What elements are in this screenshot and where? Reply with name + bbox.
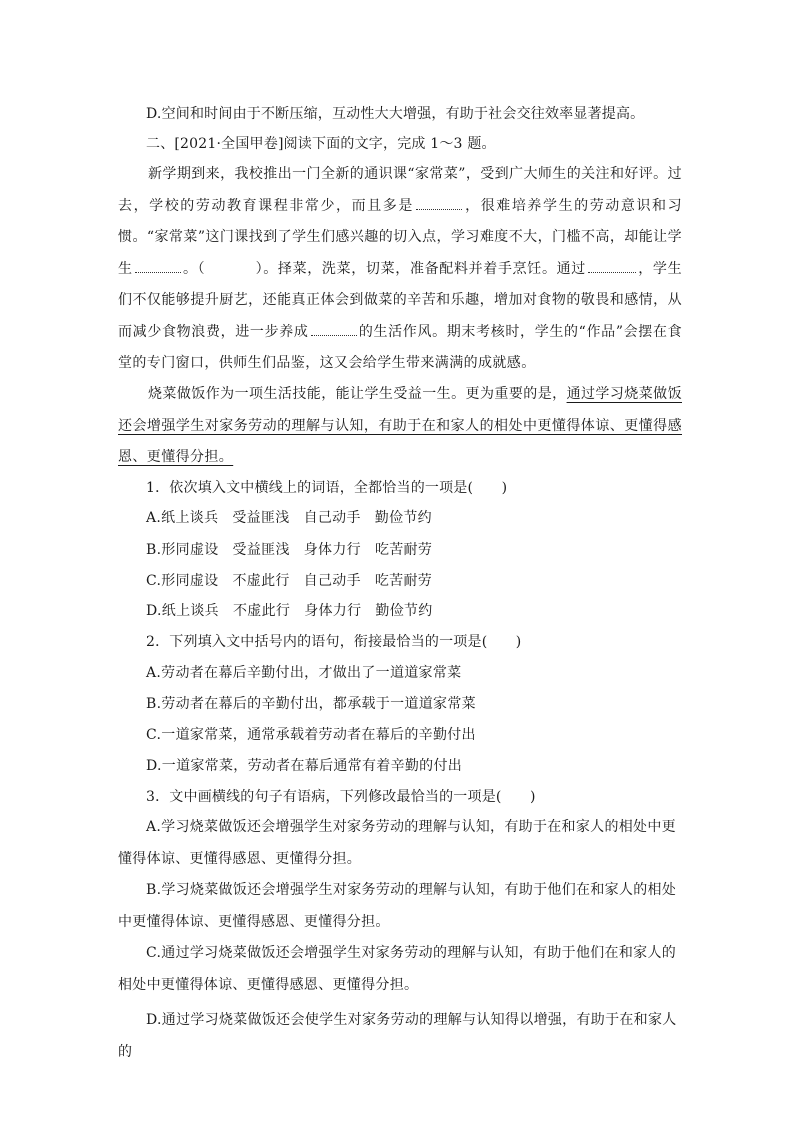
option-word: 不虚此行 [232,573,290,589]
option-word: 身体力行 [303,542,361,558]
passage-text: ）。择菜，洗菜，切菜，准备配料并着手烹饪。通过 [255,260,586,277]
passage-text: 新学期到来，我校推出一门全新的通识课“家常菜”，受到广大师生的关注和好评。过去，学校的劳动教育课程非常少，而且多是 [118,166,682,214]
option-word: 勤俭节约 [374,510,432,526]
q2-option-a: A.劳动者在幕后辛勤付出，才做出了一道道家常菜 [146,665,462,681]
option-word: 受益匪浅 [232,542,290,558]
option-word: 形同虚设 [161,573,219,589]
q3-option-c: C.通过学习烧菜做饭还会增强学生对家务劳动的理解与认知，有助于他们在和家人的相处中更懂得体谅、更懂得感恩、更懂得分担。 [118,945,677,993]
blank-3 [588,258,636,273]
option-word: 自己动手 [303,510,361,526]
option-word: 形同虚设 [161,542,219,558]
option-word: 吃苦耐劳 [374,542,433,558]
option-word: 纸上谈兵 [161,603,219,619]
option-word: 不虚此行 [232,603,291,619]
option-word: 身体力行 [304,603,362,619]
q3-option-a: A.学习烧菜做饭还会增强学生对家务劳动的理解与认知，有助于在和家人的相处中更懂得体谅、更懂得感恩、更懂得分担。 [118,819,676,867]
q3-option-d: D.通过学习烧菜做饭还会使学生对家务劳动的理解与认知得以增强，有助于在和家人的 [118,1012,677,1060]
option-word: 吃苦耐劳 [374,573,433,589]
passage-text: ，学生们不仅能够提升厨艺，还能真正体会到做菜的辛苦和乐趣，增加对食物的敬畏和感情，从而减少食物浪费，进一步养成 [118,260,682,340]
q1-option-d [146,601,447,621]
option-label: D. [146,603,162,619]
question-2-stem: 2．下列填入文中括号内的语句，衔接最恰当的一项是( ) [146,634,522,650]
option-word: 自己动手 [303,573,361,589]
passage-paragraph-2 [118,379,682,474]
q1-option-b [146,540,446,560]
passage-text: 。（ [182,260,206,277]
blank-2 [135,258,181,273]
passage-text: ，很难培养学生的劳动意识和习惯。“家常菜”这门课找到了学生们感兴趣的切入点，学习难度不大，门槛不高，却能让学生 [118,197,682,277]
option-word: 勤俭节约 [375,603,433,619]
blank-1 [416,195,462,210]
passage-paragraph-1 [118,159,682,380]
q2-option-d: D.一道家常菜，劳动者在幕后通常有着辛勤的付出 [146,758,463,774]
option-word: 纸上谈兵 [161,510,219,526]
q2-option-c: C.一道家常菜，通常承载着劳动者在幕后的辛勤付出 [146,727,476,743]
passage-text: 烧菜做饭作为一项生活技能，能让学生受益一生。更为重要的是， [148,386,567,402]
q3-option-b: B.学习烧菜做饭还会增强学生对家务劳动的理解与认知，有助于他们在和家人的相处中更懂得体谅、更懂得感恩、更懂得分担。 [118,882,677,930]
option-label: C. [146,573,162,589]
passage-text: 的生活作风。期末考核时，学生的“作品”会摆在食堂的专门窗口，供师生们品鉴，这又会给学生带来满满的成就感。 [118,323,683,371]
underlined-sentence: 通过学习烧菜做饭还会增强学生对家务劳动的理解与认知，有助于在和家人的相处中更懂得体谅、更懂得感恩、更懂得分担。 [118,386,682,465]
q1-option-c [146,571,446,591]
blank-4 [311,321,357,336]
question-3-stem: 3．文中画横线的句子有语病，下列修改最恰当的一项是( ) [146,789,536,805]
previous-option-d: D.空间和时间由于不断压缩，互动性大大增强，有助于社会交往效率显著提高。 [146,106,645,122]
q1-option-a [146,508,446,528]
section-header: 二、[2021·全国甲卷]阅读下面的文字，完成 1～3 题。 [146,136,496,152]
option-label: A. [146,510,162,526]
option-word: 受益匪浅 [232,510,290,526]
question-1-stem: 1．依次填入文中横线上的词语，全都恰当的一项是( ) [146,480,508,496]
q2-option-b: B.劳动者在幕后的辛勤付出，都承载于一道道家常菜 [146,696,476,712]
option-label: B. [146,542,162,558]
